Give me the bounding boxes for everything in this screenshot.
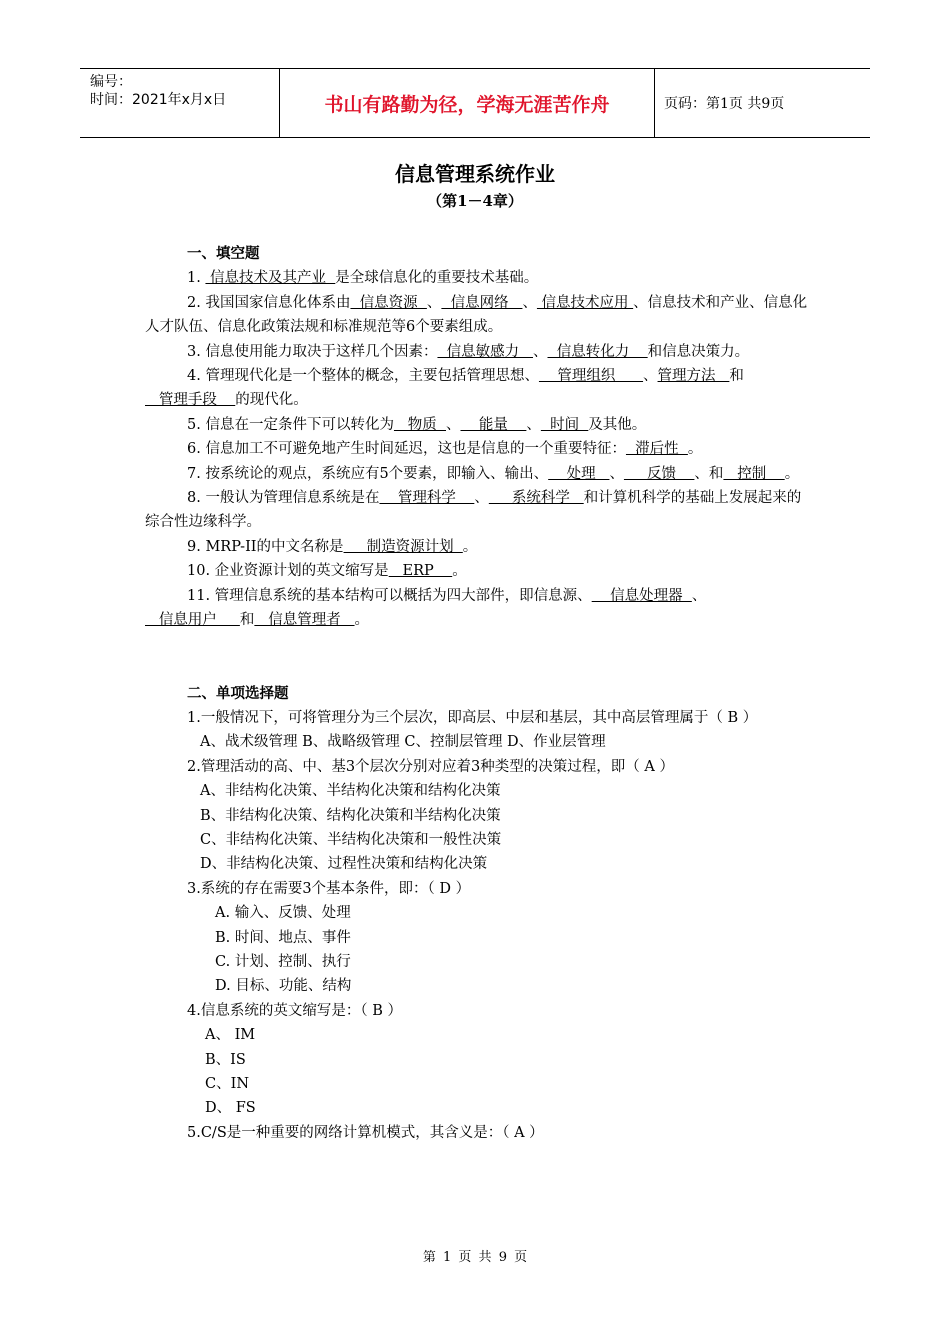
number-label: 编号： <box>90 74 132 90</box>
header-meta-cell <box>80 69 280 137</box>
section-spacer <box>145 633 810 682</box>
fill-question-3: 3. 信息使用能力取决于这样几个因素： 信息敏感力 、 信息转化力 和信息决策力。 <box>187 343 750 360</box>
fill-question-4: 4. 管理现代化是一个整体的概念，主要包括管理思想、 管理组织 、管理方法 和 管理手段 的现代化。 <box>145 368 744 409</box>
document-body <box>145 242 810 1145</box>
choice-option: D. 目标、功能、结构 <box>215 978 352 995</box>
header-table <box>80 68 870 138</box>
choice-option: D、非结构化决策、过程性决策和结构化决策 <box>200 856 488 873</box>
choice-option: B、非结构化决策、结构化决策和半结构化决策 <box>200 807 501 824</box>
section-heading-choice: 二、单项选择题 <box>187 685 289 702</box>
fill-question-10: 10. 企业资源计划的英文缩写是 ERP 。 <box>187 563 467 580</box>
choice-option: C. 计划、控制、执行 <box>215 953 351 970</box>
motto: 书山有路勤为径，学海无涯苦作舟 <box>280 69 655 137</box>
choice-option: A、非结构化决策、半结构化决策和结构化决策 <box>200 783 501 800</box>
choice-option: A、 IM <box>205 1027 256 1044</box>
choice-question-1: 1.一般情况下，可将管理分为三个层次，即高层、中层和基层，其中高层管理属于（ B ） <box>187 709 758 726</box>
fill-question-8: 8. 一般认为管理信息系统是在 管理科学 、 系统科学 和计算机科学的基础上发展起来的综合性边缘科学。 <box>145 490 802 531</box>
choice-options-1: A、战术级管理 B、战略级管理 C、控制层管理 D、作业层管理 <box>200 734 606 751</box>
choice-option: C、非结构化决策、半结构化决策和一般性决策 <box>200 831 502 848</box>
document-subtitle: （第1－4章） <box>427 192 523 210</box>
choice-option: B. 时间、地点、事件 <box>215 929 351 946</box>
choice-question-3: 3.系统的存在需要3个基本条件，即：（ D ） <box>187 880 471 897</box>
choice-option: C、IN <box>205 1076 250 1092</box>
fill-question-6: 6. 信息加工不可避免地产生时间延迟，这也是信息的一个重要特征： 滞后性 。 <box>187 441 703 458</box>
choice-option: B、IS <box>205 1051 246 1068</box>
fill-question-2: 2. 我国国家信息化体系由 信息资源 、 信息网络 、 信息技术应用 、信息技术和产业、信息化人才队伍、信息化政策法规和标准规范等6个要素组成。 <box>145 294 808 336</box>
document-title: 信息管理系统作业 <box>395 162 555 186</box>
choice-question-2: 2.管理活动的高、中、基3个层次分别对应着3种类型的决策过程，即（ A ） <box>187 758 674 775</box>
choice-question-5: 5.C/S是一种重要的网络计算机模式，其含义是：（ A ） <box>187 1124 544 1141</box>
fill-question-1: 1. 信息技术及其产业 是全球信息化的重要技术基础。 <box>187 270 539 287</box>
page-info: 页码：第1页 共9页 <box>664 96 785 112</box>
section-heading-fill: 一、填空题 <box>187 246 260 262</box>
time-label: 时间：2021年x月x日 <box>90 92 227 108</box>
fill-question-7: 7. 按系统论的观点，系统应有5个要素，即输入、输出、 处理 、 反馈 、和 控制 。 <box>187 465 800 482</box>
page-footer: 第 1 页 共 9 页 <box>422 1250 528 1265</box>
fill-question-5: 5. 信息在一定条件下可以转化为 物质 、 能量 、 时间 及其他。 <box>187 416 647 433</box>
fill-question-9: 9. MRP-II的中文名称是 制造资源计划 。 <box>187 538 478 555</box>
choice-option: A. 输入、反馈、处理 <box>215 905 351 922</box>
choice-question-4: 4.信息系统的英文缩写是：（ B ） <box>187 1002 402 1019</box>
fill-question-11: 11. 管理信息系统的基本结构可以概括为四大部件，即信息源、 信息处理器 、 信息用户 和 信息管理者 。 <box>145 587 707 629</box>
choice-option: D、 FS <box>205 1100 256 1117</box>
